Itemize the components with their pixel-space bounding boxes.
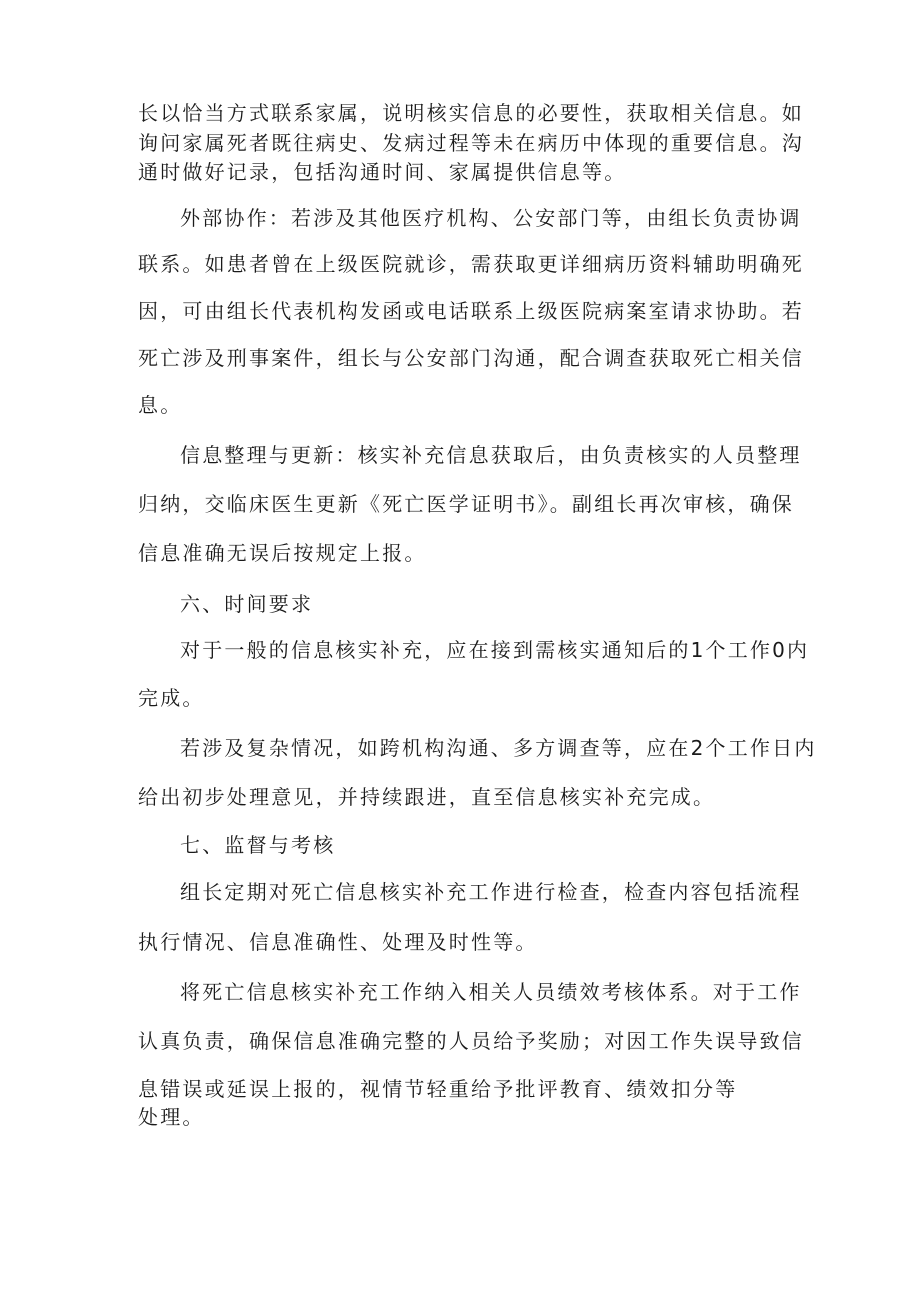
text-line: 死亡涉及刑事案件，组长与公安部门沟通，配合调查获取死亡相关信 [138,346,804,370]
paragraph-start-general-verification: 对于一般的信息核实补充，应在接到需核实通知后的1个工作0内 [180,638,810,662]
text-line: 处理。 [138,1105,205,1129]
section-heading-time-requirements: 六、时间要求 [180,592,314,616]
paragraph-start-external-cooperation: 外部协作：若涉及其他医疗机构、公安部门等，由组长负责协调 [180,206,802,230]
text-line: 长以恰当方式联系家属，说明核实信息的必要性，获取相关信息。如 [138,101,804,125]
paragraph-start-performance: 将死亡信息核实补充工作纳入相关人员绩效考核体系。对于工作 [180,980,802,1004]
section-heading-supervision: 七、监督与考核 [180,833,336,857]
text-line: 通时做好记录，包括沟通时间、家属提供信息等。 [138,160,627,184]
text-line: 给出初步处理意见，并持续跟进，直至信息核实补充完成。 [138,785,716,809]
text-line: 因，可由组长代表机构发函或电话联系上级医院病案室请求协助。若 [138,299,804,323]
paragraph-start-complex-cases: 若涉及复杂情况，如跨机构沟通、多方调查等，应在2个工作日内 [180,736,817,760]
paragraph-start-info-update: 信息整理与更新：核实补充信息获取后，由负责核实的人员整理 [180,443,802,467]
text-line: 询问家属死者既往病史、发病过程等未在病历中体现的重要信息。沟 [138,131,804,155]
text-line: 归纳，交临床医生更新《死亡医学证明书》。副组长再次审核，确保 [138,492,794,516]
text-line: 认真负责，确保信息准确完整的人员给予奖励；对因工作失误导致信 [138,1029,804,1053]
text-line: 息。 [138,393,183,417]
text-line: 联系。如患者曾在上级医院就诊，需获取更详细病历资料辅助明确死 [138,252,804,276]
text-line: 完成。 [138,686,205,710]
text-line: 息错误或延误上报的，视情节轻重给予批评教育、绩效扣分等 [138,1077,738,1101]
text-line: 执行情况、信息准确性、处理及时性等。 [138,930,538,954]
paragraph-start-regular-inspection: 组长定期对死亡信息核实补充工作进行检查，检查内容包括流程 [180,880,802,904]
text-line: 信息准确无误后按规定上报。 [138,541,427,565]
